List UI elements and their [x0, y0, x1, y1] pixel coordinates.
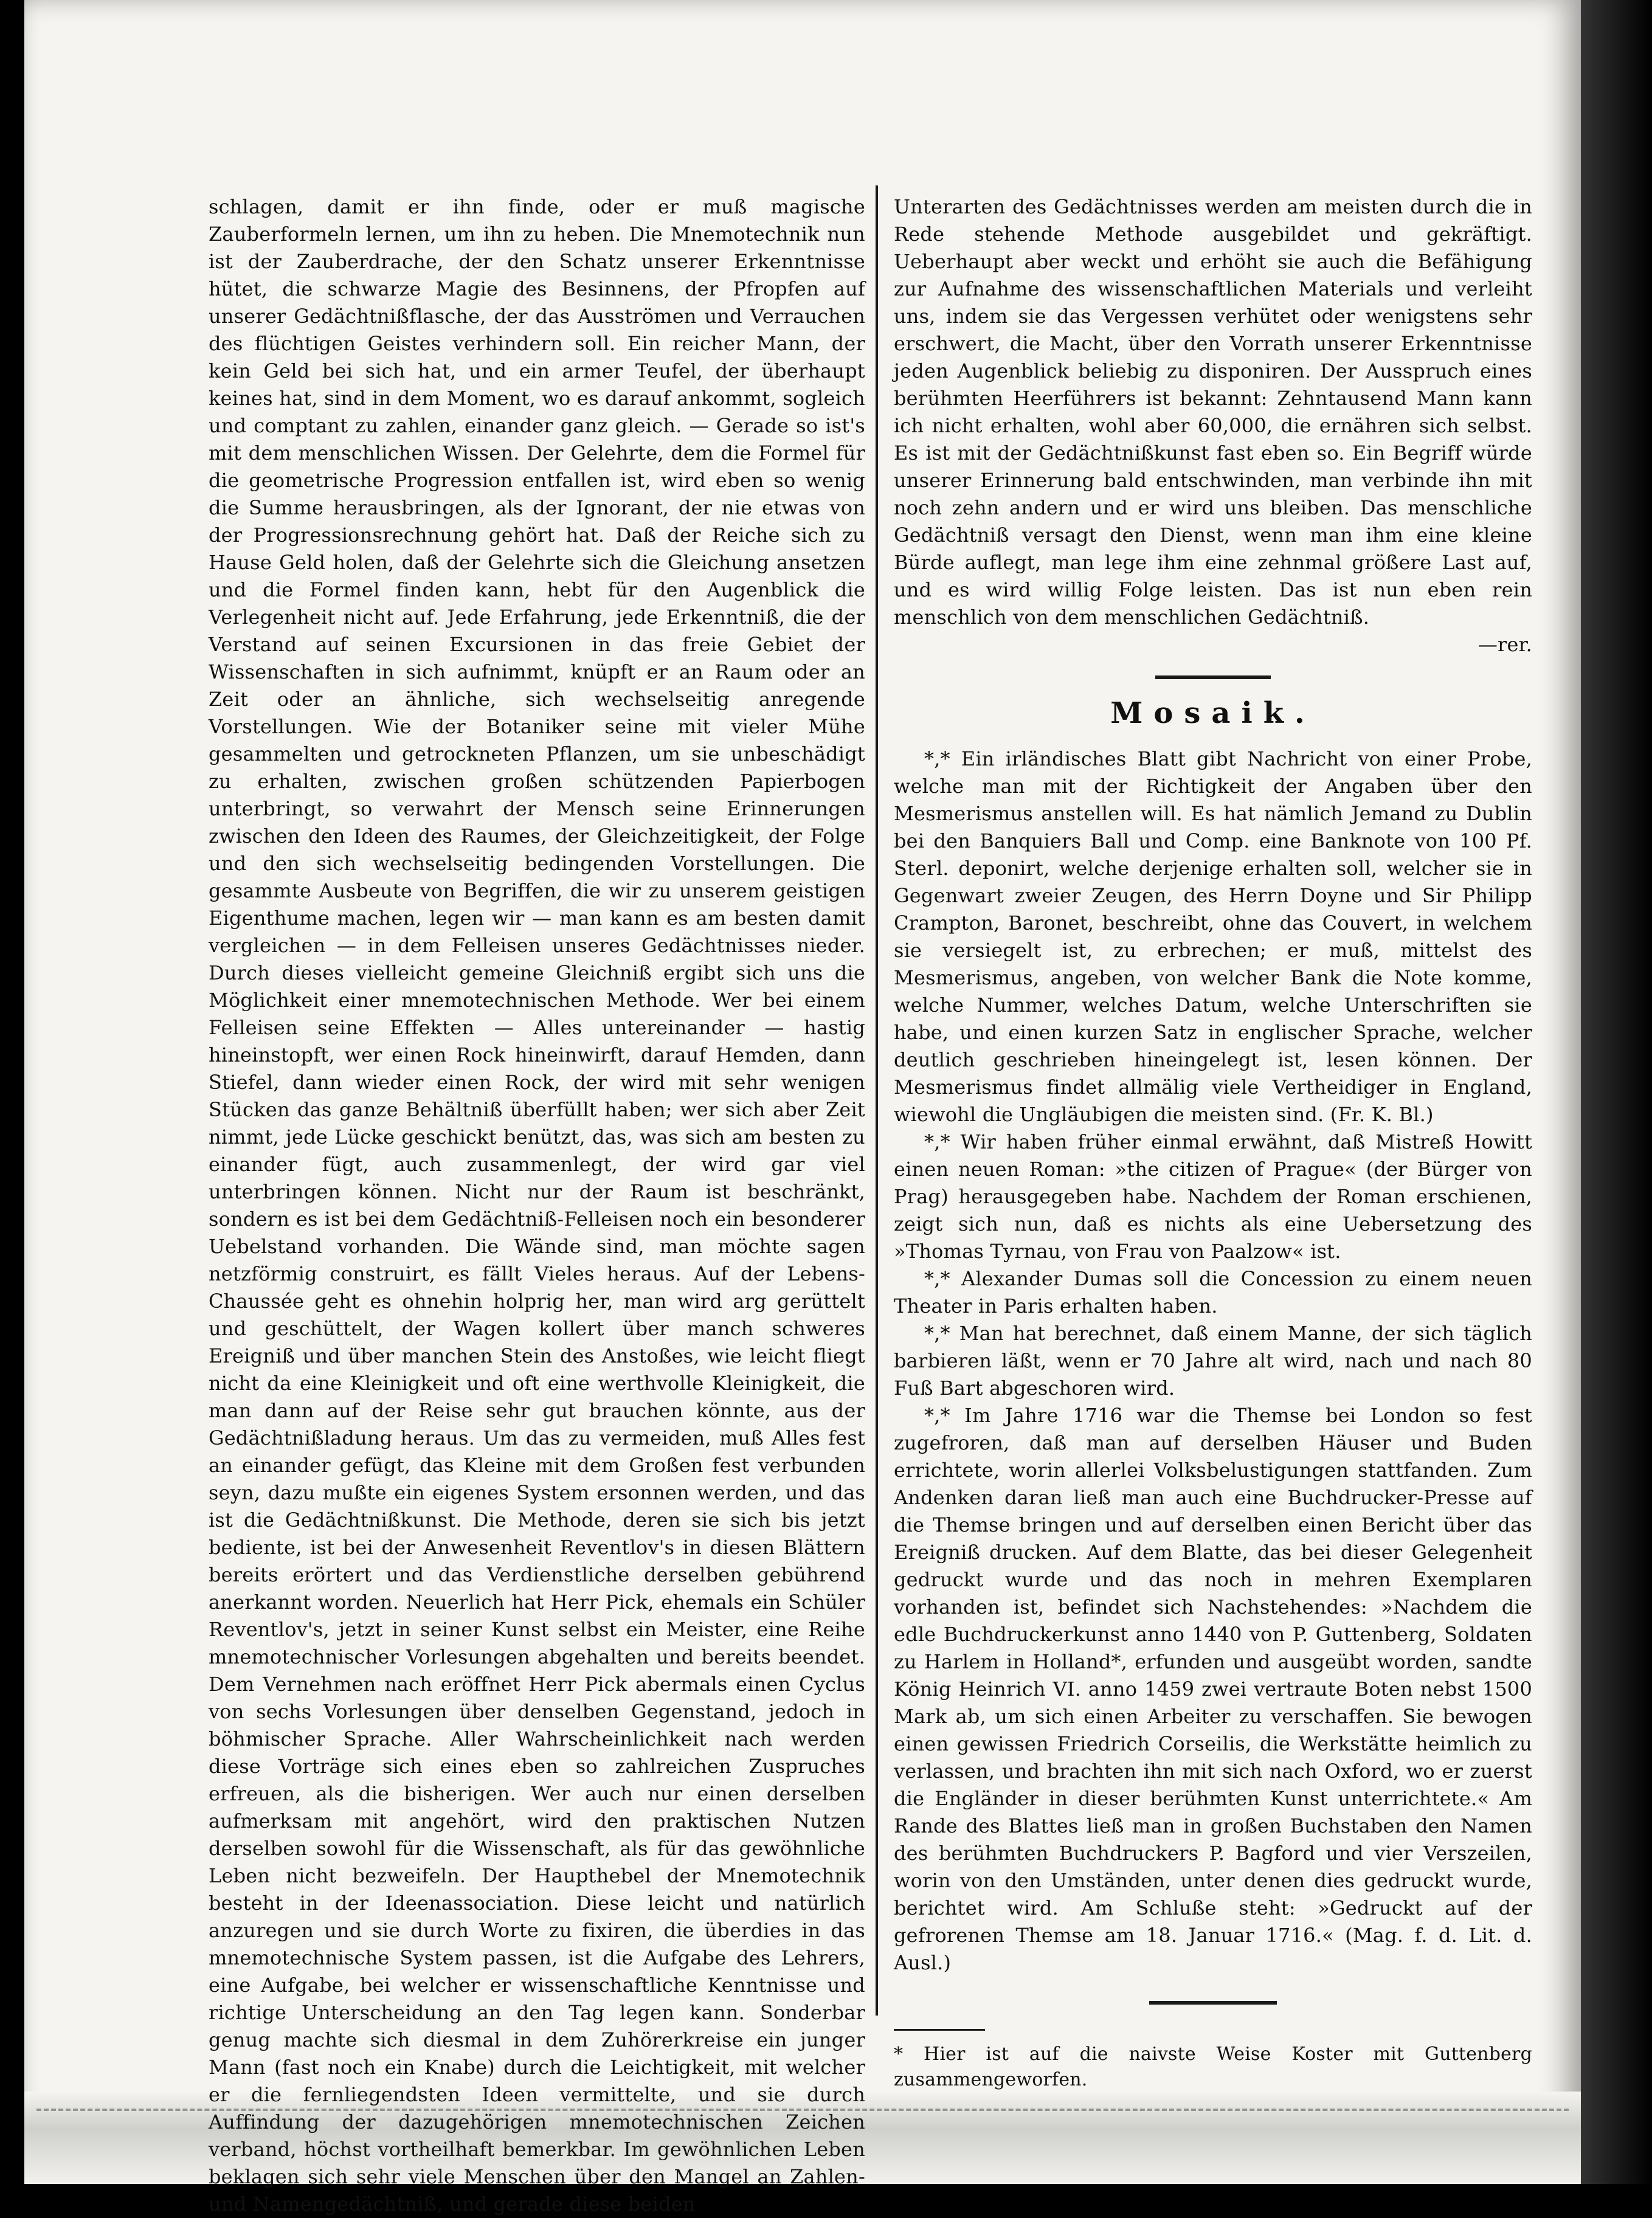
page-edge-shadow — [1581, 0, 1652, 2184]
column-divider — [876, 185, 878, 2016]
end-rule — [1149, 2001, 1277, 2005]
footnote: * Hier ist auf die naivste Weise Koster mit Guttenberg zusammengeworfen. — [894, 2044, 1532, 2090]
footnote-rule — [894, 2029, 985, 2031]
article-continuation: Unterarten des Gedächtnisses werden am meisten durch die in Rede stehende Methode ausgebildet und gekräftigt. Ueberhaupt aber weckt und erhöht sie auch die Befähigung zur Aufnahme des wissenschaftlichen Materials und verleiht uns, indem sie das Vergessen verhütet oder wenigstens sehr erschwert, die Macht, über den Vorrath unserer Erkenntnisse jeden Augenblick beliebig zu disponiren. Der Ausspruch eines berühmten Heerführers ist bekannt: Zehntausend Mann kann ich nicht erhalten, wohl aber 60,000, die ernähren sich selbst. Es ist mit der Gedächtnißkunst fast eben so. Ein Begriff würde unserer Erinnerung bald entschwinden, man verbinde ihn mit noch zehn andern und er wird uns bleiben. Das menschliche Gedächtniß versagt den Dienst, wenn man ihm eine kleine Bürde auflegt, man lege ihm eine zehnmal größere Last auf, und es wird willig Folge leisten. Das ist nun eben rein menschlich von dem menschlichen Gedächtniß. — [894, 195, 1532, 629]
author-signature: —rer. — [1477, 633, 1532, 656]
section-rule — [1155, 675, 1271, 679]
news-item: *,* Im Jahre 1716 war die Themse bei London so fest zugefroren, daß man auf derselben Häuser und Buden errichtete, worin allerlei Volksbelustigungen stattfanden. Zum Andenken daran ließ man auch eine Buchdrucker-Presse auf die Themse bringen und auf derselben einen Bericht über das Ereigniß drucken. Auf dem Blatte, das bei dieser Gelegenheit gedruckt wurde und das noch in mehren Exemplaren vorhanden ist, befindet sich Nachstehendes: »Nachdem die edle Buchdruckerkunst anno 1440 von P. Guttenberg, Soldaten zu Harlem in Holland*, erfunden und ausgeübt worden, sandte König Heinrich VI. anno 1459 zwei vertraute Boten nebst 1500 Mark ab, um sich einen Arbeiter zu verschaffen. Sie bewogen einen gewissen Friedrich Corseilis, die Werkstätte heimlich zu verlassen, und brachten ihn mit sich nach Oxford, wo er zuerst die Engländer in dieser berühmten Kunst unterrichtete.« Am Rande des Blattes ließ man in großen Buchstaben den Namen des berühmten Buchdruckers P. Bagford und vier Verszeilen, worin von den Umständen, unter denen dies gedruckt wurde, berichtet wird. Am Schluße steht: »Gedruckt auf der gefrorenen Themse am 18. Januar 1716.« (Mag. f. d. Lit. d. Ausl.) — [894, 1404, 1532, 1974]
left-column — [209, 193, 865, 2216]
news-item: *,* Alexander Dumas soll die Concession zu einem neuen Theater in Paris erhalten haben. — [894, 1267, 1532, 1318]
article-paragraph: schlagen, damit er ihn finde, oder er muß magische Zauberformeln lernen, um ihn zu heben. Die Mnemotechnik nun ist der Zauberdrache, der den Schatz unserer Erkenntnisse hütet, die schwarze Magie des Besinnens, der Pfropfen auf unserer Gedächtnißflasche, der das Ausströmen und Verrauchen des flüchtigen Geistes verhindern soll. Ein reicher Mann, der kein Geld bei sich hat, und ein armer Teufel, der überhaupt keines hat, sind in dem Moment, wo es darauf ankommt, sogleich und comptant zu zahlen, einander ganz gleich. — Gerade so ist's mit dem menschlichen Wissen. Der Gelehrte, dem die Formel für die geometrische Progression entfallen ist, wird eben so wenig die Summe herausbringen, als der Ignorant, der nie etwas von der Progressionsrechnung gehört hat. Daß der Reiche sich zu Hause Geld holen, daß der Gelehrte sich die Gleichung ansetzen und die Formel finden kann, hebt für den Augenblick die Verlegenheit nicht auf. Jede Erfahrung, jede Erkenntniß, die der Verstand auf seinen Excursionen in das freie Gebiet der Wissenschaften in sich aufnimmt, knüpft er an Raum oder an Zeit oder an ähnliche, sich wechselseitig anregende Vorstellungen. Wie der Botaniker seine mit vieler Mühe gesammelten und getrockneten Pflanzen, um sie unbeschädigt zu erhalten, zwischen großen schützenden Papierbogen unterbringt, so verwahrt der Mensch seine Erinnerungen zwischen den Ideen des Raumes, der Gleichzeitigkeit, der Folge und den sich wechselseitig bedingenden Vorstellungen. Die gesammte Ausbeute von Begriffen, die wir zu unserem geistigen Eigenthume machen, legen wir — man kann es am besten damit vergleichen — in dem Felleisen unseres Gedächtnisses nieder. Durch dieses vielleicht gemeine Gleichniß ergibt sich uns die Möglichkeit einer mnemotechnischen Methode. Wer bei einem Felleisen seine Effekten — Alles untereinander — hastig hineinstopft, wer einen Rock hineinwirft, darauf Hemden, dann Stiefel, dann wieder einen Rock, der wird mit sehr wenigen Stücken das ganze Behältniß überfüllt haben; wer sich aber Zeit nimmt, jede Lücke geschickt benützt, das, was sich am besten zu einander fügt, auch zusammenlegt, der wird gar viel unterbringen können. Nicht nur der Raum ist beschränkt, sondern es ist bei dem Gedächtniß-Felleisen noch ein besonderer Uebelstand vorhanden. Die Wände sind, man möchte sagen netzförmig construirt, es fällt Vieles heraus. Auf der Lebens-Chaussée geht es ohnehin holprig her, man wird arg gerüttelt und geschüttelt, der Wagen kollert über manch schweres Ereigniß und über manchen Stein des Anstoßes, wie leicht fliegt nicht da eine Kleinigkeit und oft eine werthvolle Kleinigkeit, die man dann auf der Reise sehr gut brauchen könnte, aus der Gedächtnißladung heraus. Um das zu vermeiden, muß Alles fest an einander gefügt, das Kleine mit dem Großen fest verbunden seyn, dazu mußte ein eigenes System ersonnen werden, und das ist die Gedächtnißkunst. Die Methode, deren sie sich bis jetzt bediente, ist bei der Anwesenheit Reventlov's in diesen Blättern bereits erörtert und das Verdienstliche derselben gebührend anerkannt worden. Neuerlich hat Herr Pick, ehemals ein Schüler Reventlov's, jetzt in seiner Kunst selbst ein Meister, eine Reihe mnemotechnischer Vorlesungen abgehalten und bereits beendet. Dem Vernehmen nach eröffnet Herr Pick abermals einen Cyclus von sechs Vorlesungen über denselben Gegenstand, jedoch in böhmischer Sprache. Aller Wahrscheinlichkeit nach werden diese Vorträge sich eines eben so zahlreichen Zuspruches erfreuen, als die bisherigen. Wer auch nur einen derselben aufmerksam mit angehört, wird den praktischen Nutzen derselben sowohl für die Wissenschaft, als für das gewöhnliche Leben nicht bezweifeln. Der Haupthebel der Mnemotechnik besteht in der Ideenassociation. Diese leicht und natürlich anzuregen und sie durch Worte zu fixiren, die überdies in das mnemotechnische System passen, ist die Aufgabe des Lehrers, eine Aufgabe, bei welcher er wissenschaftliche Kenntnisse und richtige Unterscheidung an den Tag legen kann. Sonderbar genug machte sich diesmal in dem Zuhörerkreise ein junger Mann (fast noch ein Knabe) durch die Leichtigkeit, mit welcher er die fernliegendsten Ideen vermittelte, und sie durch Auffindung der dazugehörigen mnemotechnischen Zeichen verband, höchst vortheilhaft bemerkbar. Im gewöhnlichen Leben beklagen sich sehr viele Menschen über den Mangel an Zahlen- und Namengedächtniß, und gerade diese beiden — [209, 195, 865, 2216]
section-title: Mosaik. — [1110, 696, 1316, 730]
news-item: *,* Man hat berechnet, daß einem Manne, der sich täglich barbieren läßt, wenn er 70 Jahre alt wird, nach und nach 80 Fuß Bart abgeschoren wird. — [894, 1322, 1532, 1400]
news-item: *,* Ein irländisches Blatt gibt Nachricht von einer Probe, welche man mit der Richtigkeit der Angaben über den Mesmerismus anstellen will. Es hat nämlich Jemand zu Dublin bei den Banquiers Ball und Comp. eine Banknote von 100 Pf. Sterl. deponirt, welche derjenige erhalten soll, welcher sie in Gegenwart zweier Zeugen, des Herrn Doyne und Sir Philipp Crampton, Baronet, beschreibt, ohne das Couvert, in welchem sie versiegelt ist, zu erbrechen; er muß, mittelst des Mesmerismus, angeben, von welcher Bank die Note komme, welche Nummer, welches Datum, welche Unterschriften sie habe, und einen kurzen Satz in englischer Sprache, welcher deutlich geschrieben hineingelegt ist, lesen können. Der Mesmerismus findet allmälig viele Vertheidiger in England, wiewohl die Ungläubigen die meisten sind. (Fr. K. Bl.) — [894, 747, 1532, 1126]
right-column — [894, 193, 1532, 2090]
news-item: *,* Wir haben früher einmal erwähnt, daß Mistreß Howitt einen neuen Roman: »the citizen of Prague« (der Bürger von Prag) herausgegeben habe. Nachdem der Roman erschienen, zeigt sich nun, daß es nichts als eine Uebersetzung des »Thomas Tyrnau, von Frau von Paalzow« ist. — [894, 1130, 1532, 1263]
